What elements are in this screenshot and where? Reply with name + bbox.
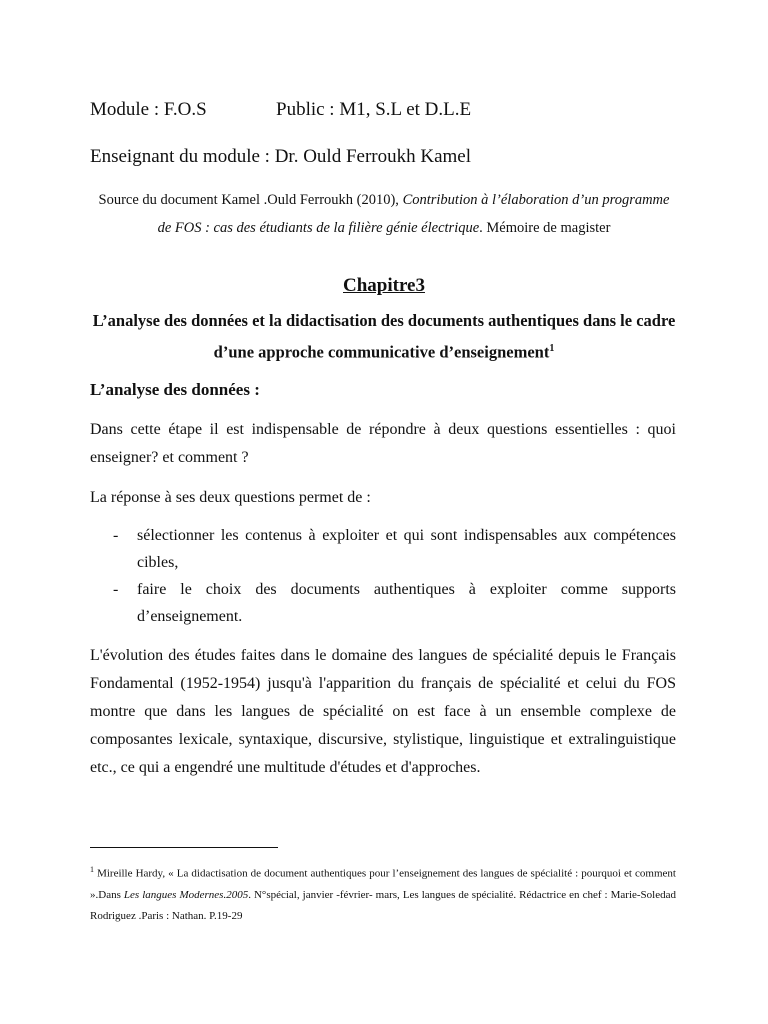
chapter-title-text: L’analyse des données et la didactisation des documents authentiques dans le cadre d’une approche communicative d’enseignement <box>92 311 676 362</box>
bullet-text: faire le choix des documents authentiques à exploiter comme supports d’enseignement. <box>137 581 676 625</box>
bullet-marker: - <box>113 527 119 544</box>
source-title: Contribution à l’élaboration d’un programme de FOS : cas des étudiants de la filière génie électrique <box>157 192 670 236</box>
footnote-journal: Les langues Modernes.2005 <box>123 888 249 901</box>
source-citation <box>90 186 678 242</box>
teacher-line: Enseignant du module : Dr. Ould Ferroukh Kamel <box>90 146 471 167</box>
footnote-number: 1 <box>90 865 94 874</box>
bullet-marker: - <box>113 581 119 598</box>
paragraph-evolution: L'évolution des études faites dans le domaine des langues de spécialité depuis le Français Fondamental (1952-1954) jusqu'à l'apparition du français de spécialité et celui du FOS montre que dans les langues de spécialité on est face à un ensemble complexe de composantes lexicale, syntaxique, discursive, stylistique, linguistique et extralinguistique etc., ce qui a engendré une multitude d'études et d'approches. <box>90 647 676 776</box>
source-suffix: . Mémoire de magister <box>479 220 611 236</box>
bullet-text: sélectionner les contenus à exploiter et qui sont indispensables aux compétences cibles, <box>137 527 676 571</box>
header-module-line <box>90 99 472 121</box>
paragraph-response: La réponse à ses deux questions permet de : <box>90 489 371 506</box>
footnote-divider <box>90 847 278 848</box>
chapter-number: Chapitre3 <box>343 275 425 296</box>
paragraph-intro: Dans cette étape il est indispensable de répondre à deux questions essentielles : quoi enseigner? et comment ? <box>90 421 676 466</box>
section-heading: L’analyse des données : <box>90 380 260 399</box>
module-label: Module : F.O.S <box>90 99 207 120</box>
footnote-text-before: Mireille Hardy, « La didactisation de document authentiques pour l’enseignement des langues de spécialité : pourquoi et comment ».Dans <box>90 867 676 901</box>
footnote <box>90 859 676 927</box>
list-item <box>90 522 676 576</box>
public-label: Public : M1, S.L et D.L.E <box>276 99 472 120</box>
chapter-title <box>84 307 684 367</box>
footnote-reference: 1 <box>549 343 555 354</box>
bullet-list <box>90 522 676 630</box>
footnote-text-after: . N°spécial, janvier -février- mars, Les langues de spécialité. Rédactrice en chef : Marie-Soledad Rodriguez .Paris : Nathan. P.19-29 <box>90 888 676 922</box>
source-prefix: Source du document Kamel .Ould Ferroukh (2010), <box>98 192 403 208</box>
list-item <box>90 576 676 630</box>
